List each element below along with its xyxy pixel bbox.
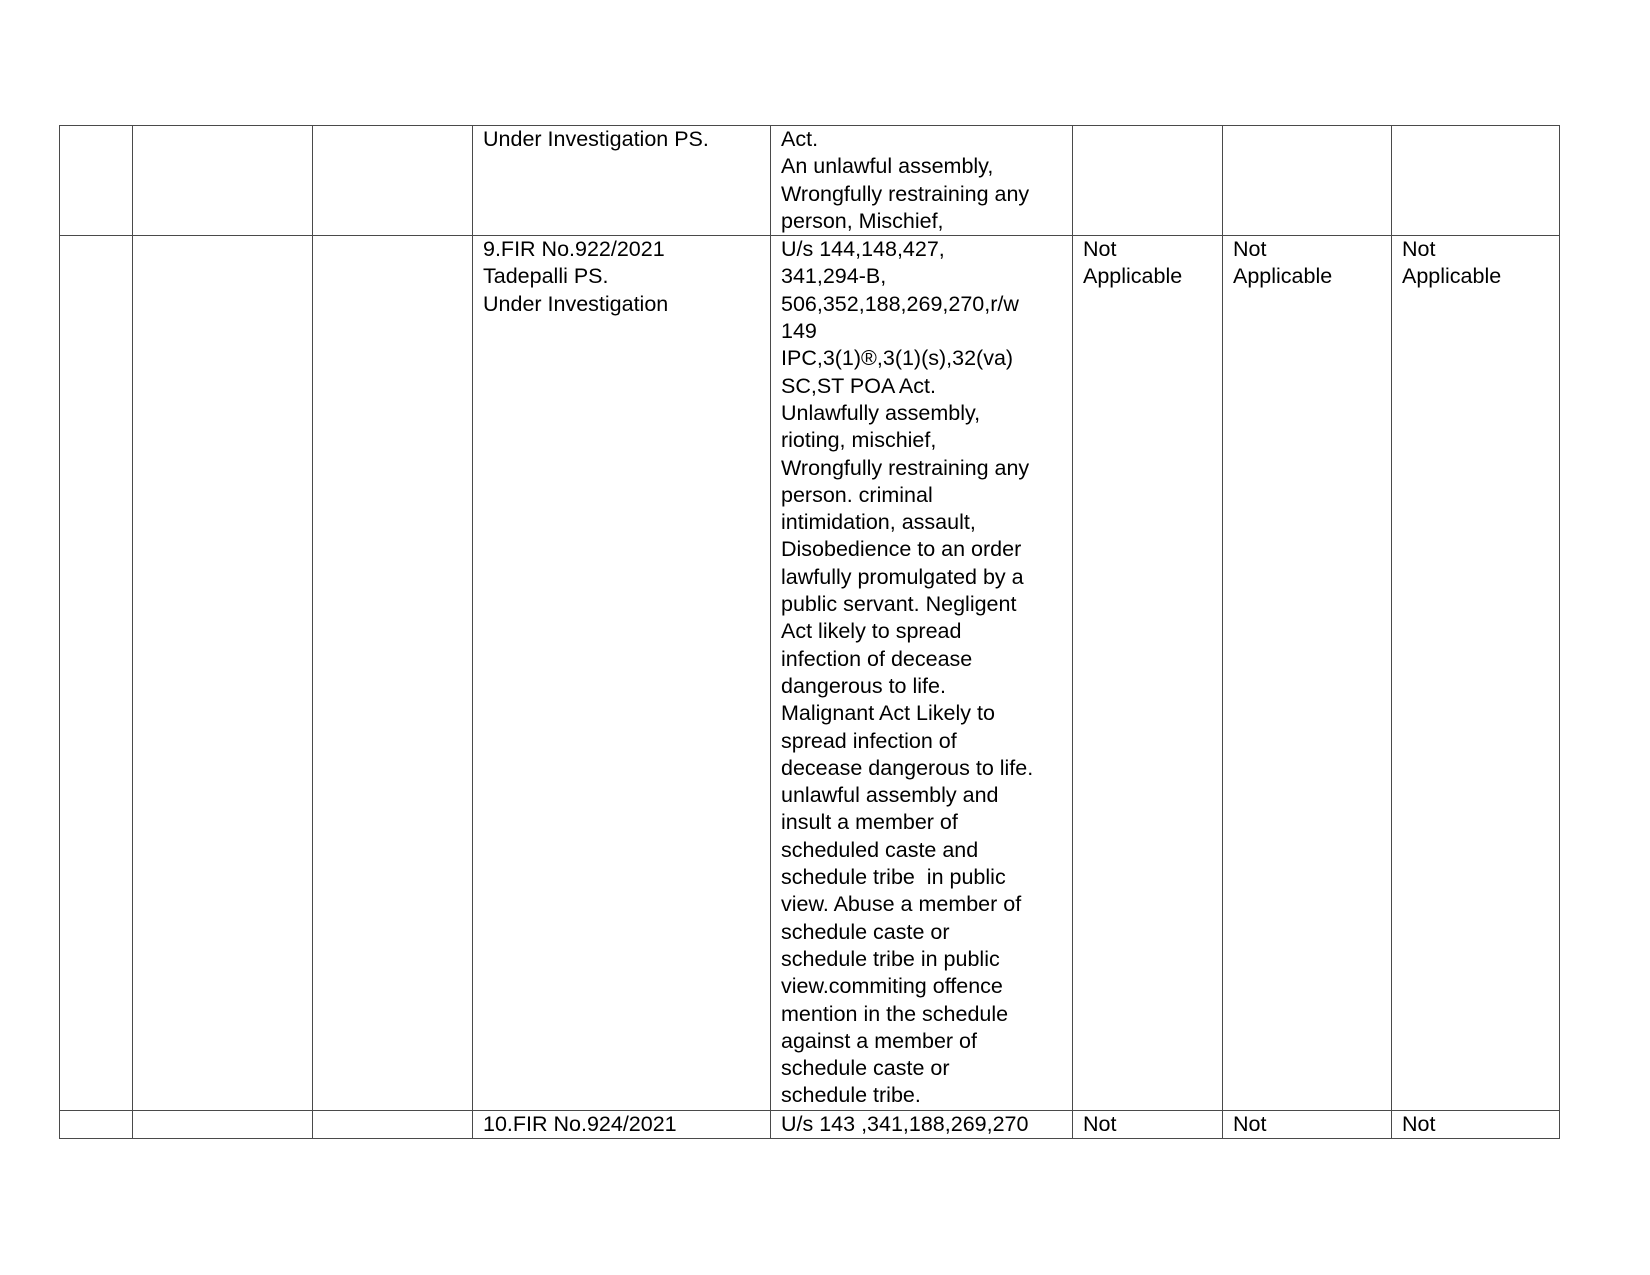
cell-col-7 — [1223, 236, 1392, 1111]
cell-text-line: IPC,3(1)®,3(1)(s),32(va) — [781, 346, 1014, 371]
cell-text-line: schedule caste or — [781, 919, 950, 944]
cell-text-line: Not — [1233, 1111, 1267, 1136]
cell-designation — [313, 236, 473, 1111]
cell-fir-details — [473, 236, 771, 1111]
cell-designation — [313, 126, 473, 236]
cell-col-6 — [1073, 1110, 1223, 1138]
cell-text-line: schedule caste or — [781, 1056, 950, 1081]
cell-text-line: decease dangerous to life. — [781, 755, 1034, 780]
cell-name — [133, 236, 313, 1111]
cell-col-7 — [1223, 1110, 1392, 1138]
table-row — [60, 236, 1560, 1111]
cell-col-6 — [1073, 126, 1223, 236]
cell-sections — [771, 126, 1073, 236]
cell-text-line: schedule tribe in public — [781, 946, 1000, 971]
cell-text-line: schedule tribe. — [781, 1083, 921, 1108]
cell-col-8 — [1392, 1110, 1560, 1138]
cell-text-line: public servant. Negligent — [781, 592, 1017, 617]
cell-text-line: Act. — [781, 127, 819, 151]
cell-text-line: U/s 144,148,427, — [781, 237, 945, 262]
cell-text-line: view.commiting offence — [781, 974, 1003, 999]
cell-text-line: Tadepalli PS. — [483, 264, 609, 289]
cell-text-line: 149 — [781, 319, 817, 344]
cell-text-line: Applicable — [1233, 264, 1333, 289]
cell-text-line: Wrongfully restraining any — [781, 181, 1030, 206]
cell-col-8 — [1392, 236, 1560, 1111]
cell-serial — [60, 1110, 133, 1138]
cell-fir-details — [473, 1110, 771, 1138]
cell-text-line: mention in the schedule — [781, 1001, 1009, 1026]
table-row — [60, 1110, 1560, 1138]
cell-col-6 — [1073, 236, 1223, 1111]
cell-text-line: U/s 143 ,341,188,269,270 — [781, 1111, 1029, 1136]
cell-text-line: scheduled caste and — [781, 837, 979, 862]
cell-designation — [313, 1110, 473, 1138]
cell-text-line: Wrongfully restraining any — [781, 455, 1030, 480]
cell-text-line: against a member of — [781, 1028, 977, 1053]
cell-text-line: Not — [1083, 237, 1117, 262]
cell-text-line: Under Investigation PS. — [483, 127, 709, 151]
cell-text-line: Not — [1402, 237, 1436, 262]
cell-text-line: intimidation, assault, — [781, 510, 976, 535]
cell-text-line: Not — [1233, 237, 1267, 262]
case-table-body — [60, 126, 1560, 1139]
cell-text-line: Under Investigation — [483, 291, 669, 316]
table-row — [60, 126, 1560, 236]
cell-text-line: lawfully promulgated by a — [781, 564, 1024, 589]
cell-text-line: Act likely to spread — [781, 619, 962, 644]
cell-text-line: An unlawful assembly, — [781, 154, 994, 179]
cell-text-line: infection of decease — [781, 646, 973, 671]
cell-text-line: view. Abuse a member of — [781, 892, 1022, 917]
cell-sections — [771, 236, 1073, 1111]
cell-text-line: insult a member of — [781, 810, 958, 835]
cell-text-line: dangerous to life. — [781, 673, 946, 698]
cell-text-line: Disobedience to an order — [781, 537, 1022, 562]
cell-text-line: unlawful assembly and — [781, 783, 999, 808]
cell-text-line: Applicable — [1402, 264, 1502, 289]
cell-text-line: person, Mischief, — [781, 208, 944, 233]
cell-text-line: 10.FIR No.924/2021 — [483, 1111, 677, 1136]
cell-text-line: Not — [1402, 1111, 1436, 1136]
cell-text-line: rioting, mischief, — [781, 428, 937, 453]
cell-fir-details — [473, 126, 771, 236]
cell-text-line: schedule tribe in public — [781, 865, 1006, 890]
cell-col-8 — [1392, 126, 1560, 236]
cell-text-line: SC,ST POA Act. — [781, 373, 936, 398]
cell-text-line: spread infection of — [781, 728, 957, 753]
cell-col-7 — [1223, 126, 1392, 236]
cell-text-line: Malignant Act Likely to — [781, 701, 995, 726]
cell-text-line: 341,294-B, — [781, 264, 887, 289]
cell-text-line: Unlawfully assembly, — [781, 400, 981, 425]
cell-text-line: 9.FIR No.922/2021 — [483, 237, 665, 262]
cell-serial — [60, 236, 133, 1111]
cell-text-line: Not — [1083, 1111, 1117, 1136]
cell-name — [133, 126, 313, 236]
cell-serial — [60, 126, 133, 236]
cell-text-line: 506,352,188,269,270,r/w — [781, 291, 1019, 316]
cell-text-line: person. criminal — [781, 482, 933, 507]
cell-text-line: Applicable — [1083, 264, 1183, 289]
case-table — [59, 125, 1560, 1139]
cell-name — [133, 1110, 313, 1138]
cell-sections — [771, 1110, 1073, 1138]
